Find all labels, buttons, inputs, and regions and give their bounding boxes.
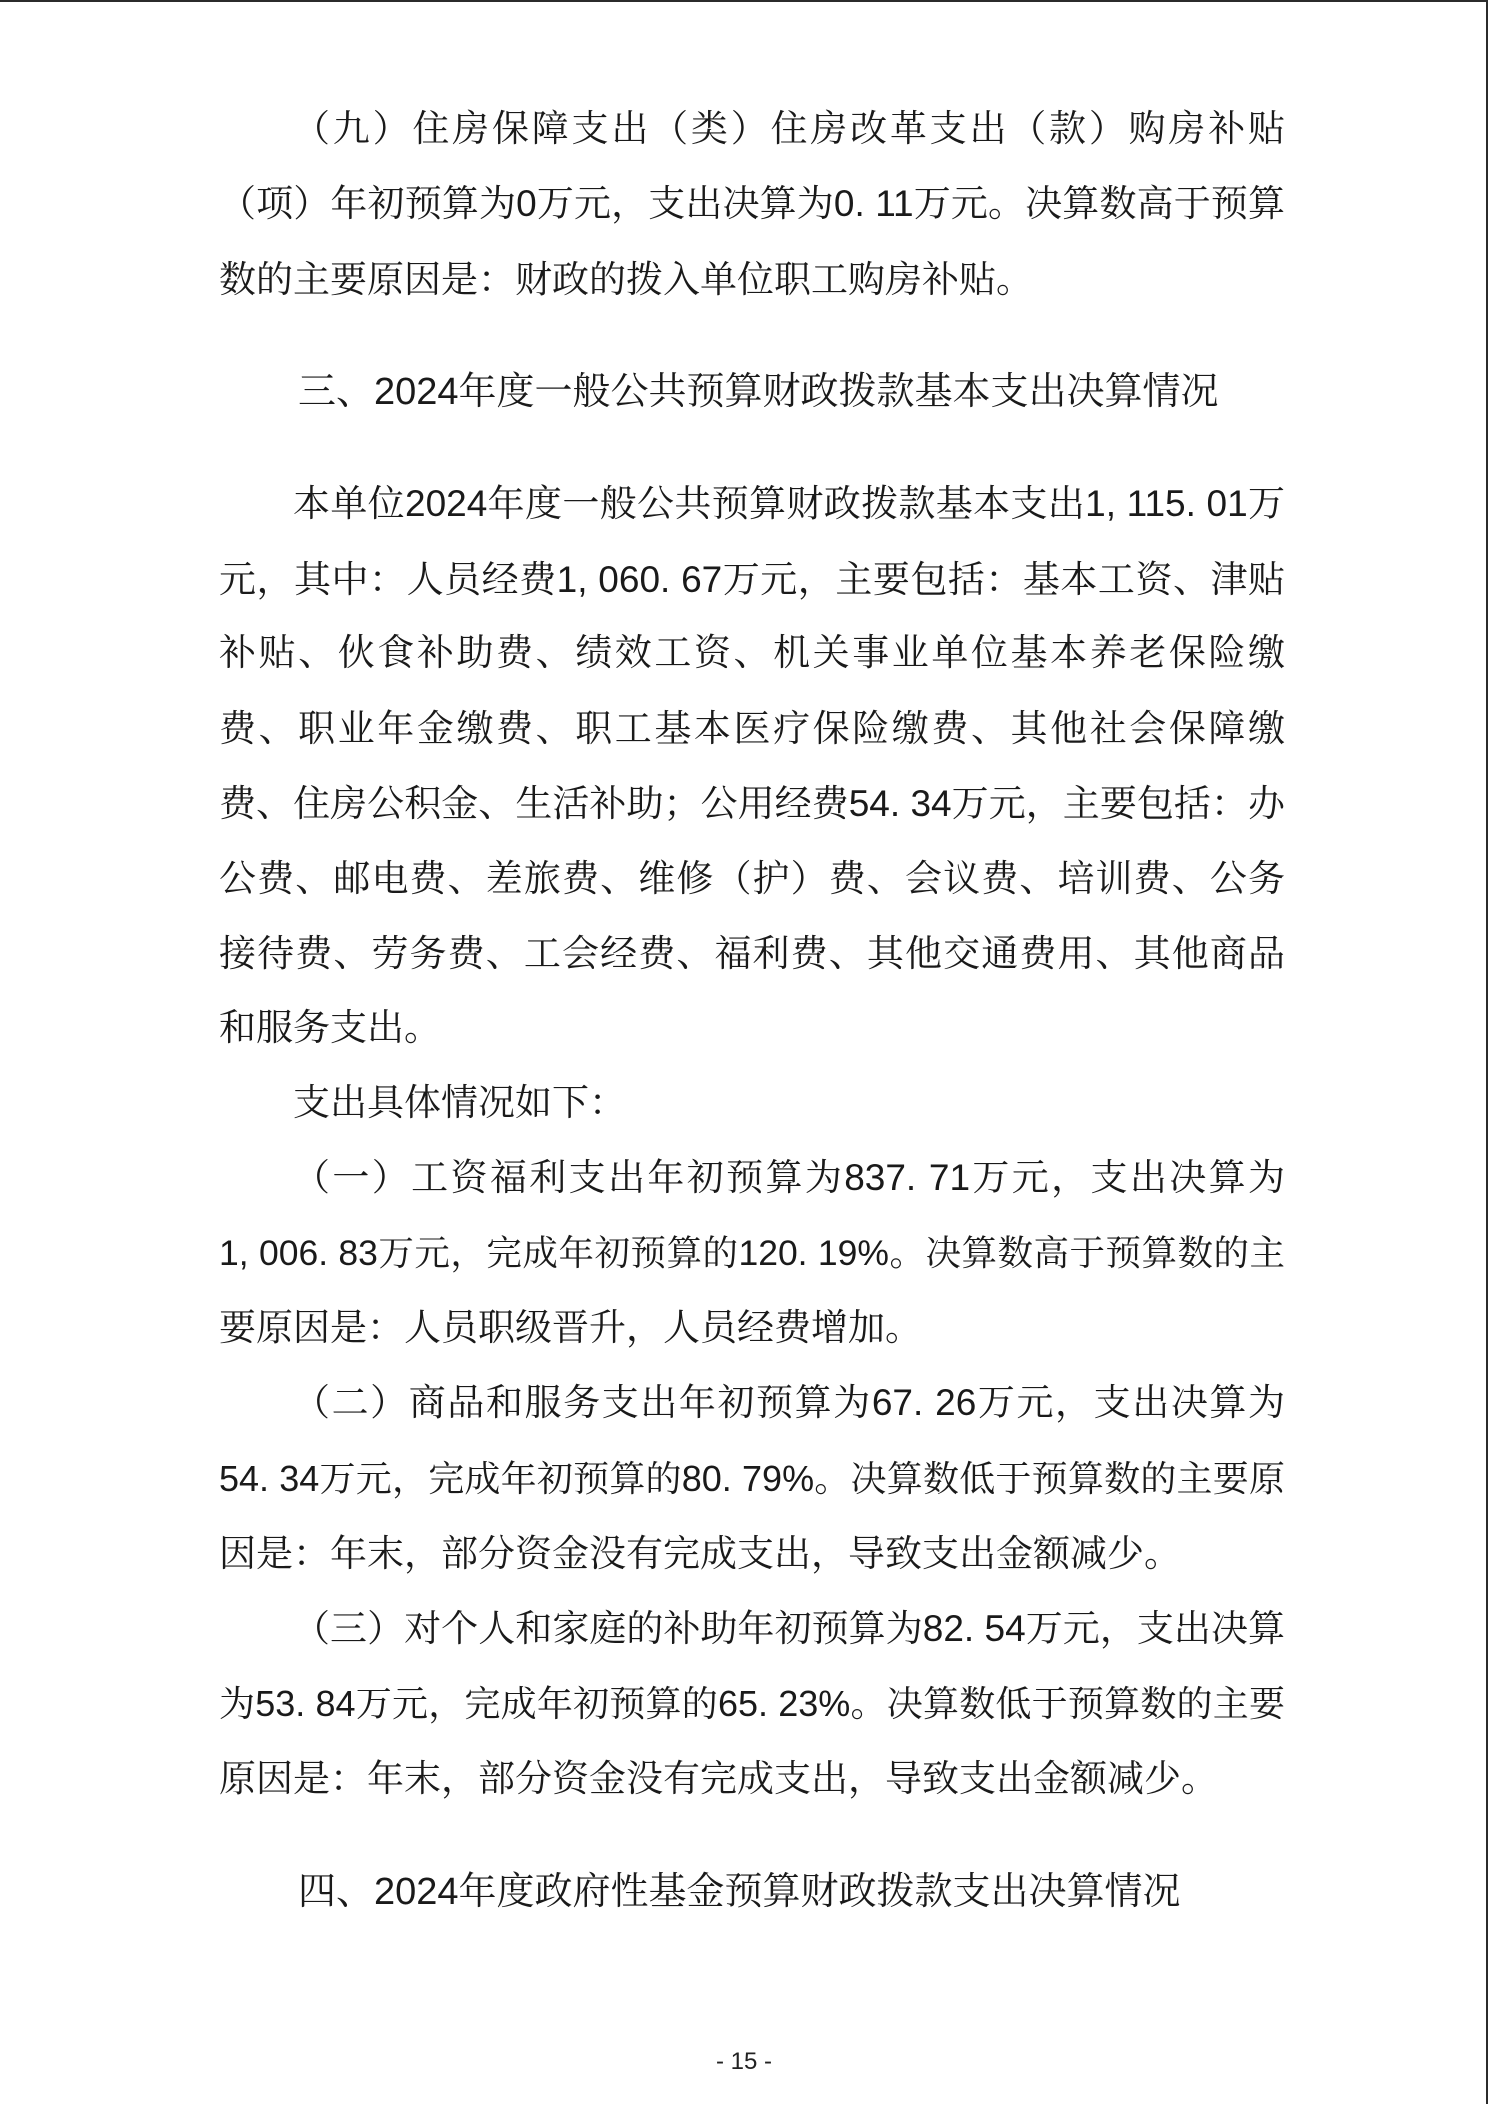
text-line: 因是：年末，部分资金没有完成支出，导致支出金额减少。	[219, 1533, 1181, 1574]
text-line: （二）商品和服务支出年初预算为67. 26万元，支出决算为	[293, 1382, 1285, 1423]
text-line: （三）对个人和家庭的补助年初预算为82. 54万元，支出决算	[293, 1608, 1285, 1649]
text-line: 1, 006. 83万元，完成年初预算的120. 19%。决算数高于预算数的主	[219, 1233, 1285, 1273]
text-line: 和服务支出。	[219, 1007, 441, 1048]
section-heading-government-fund: 四、2024年度政府性基金预算财政拨款支出决算情况	[298, 1871, 1181, 1913]
details-intro: 支出具体情况如下：	[293, 1082, 626, 1123]
text-line: 费、职业年金缴费、职工基本医疗保险缴费、其他社会保障缴	[219, 708, 1285, 749]
text-line: （一）工资福利支出年初预算为837. 71万元，支出决算为	[293, 1157, 1285, 1198]
text-line: 原因是：年末，部分资金没有完成支出，导致支出金额减少。	[219, 1758, 1218, 1799]
text-line: 费、住房公积金、生活补助；公用经费54. 34万元，主要包括：办	[219, 783, 1285, 824]
text-line: 54. 34万元，完成年初预算的80. 79%。决算数低于预算数的主要原	[219, 1458, 1285, 1499]
text-line: （项）年初预算为0万元，支出决算为0. 11万元。决算数高于预算	[219, 183, 1285, 224]
text-line: 接待费、劳务费、工会经费、福利费、其他交通费用、其他商品	[219, 933, 1285, 974]
text-line: 数的主要原因是：财政的拨入单位职工购房补贴。	[219, 259, 1033, 300]
page-number: - 15 -	[715, 2048, 772, 2075]
page-border-top	[0, 0, 1488, 2]
text-line: 本单位2024年度一般公共预算财政拨款基本支出1, 115. 01万	[293, 483, 1285, 524]
section-heading-basic-expenditure: 三、2024年度一般公共预算财政拨款基本支出决算情况	[298, 371, 1219, 413]
text-line: 公费、邮电费、差旅费、维修（护）费、会议费、培训费、公务	[219, 858, 1285, 899]
text-line: 补贴、伙食补助费、绩效工资、机关事业单位基本养老保险缴	[219, 632, 1285, 673]
text-line: 为53. 84万元，完成年初预算的65. 23%。决算数低于预算数的主要	[219, 1683, 1285, 1724]
text-line: 元，其中：人员经费1, 060. 67万元，主要包括：基本工资、津贴	[219, 559, 1285, 600]
text-line: 要原因是：人员职级晋升，人员经费增加。	[219, 1307, 922, 1348]
text-line: （九）住房保障支出（类）住房改革支出（款）购房补贴	[293, 108, 1285, 149]
